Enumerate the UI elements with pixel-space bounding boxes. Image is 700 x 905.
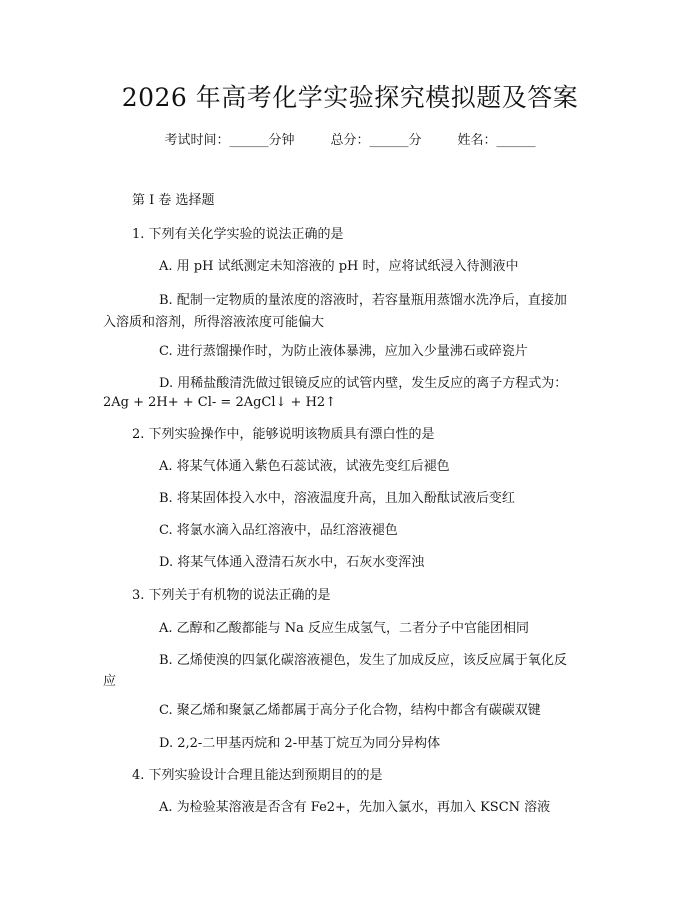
question-3-option-a: A. 乙醇和乙酸都能与 Na 反应生成氢气，二者分子中官能团相同 bbox=[159, 621, 530, 636]
question-1-option-d-equation: 2Ag + 2H+ + Cl- = 2AgCl↓ + H2↑ bbox=[103, 395, 337, 410]
question-3-option-c: C. 聚乙烯和聚氯乙烯都属于高分子化合物，结构中都含有碳碳双键 bbox=[159, 703, 541, 718]
question-4-stem: 4. 下列实验设计合理且能达到预期目的的是 bbox=[132, 768, 383, 783]
question-2-option-c: C. 将氯水滴入品红溶液中，品红溶液褪色 bbox=[159, 523, 398, 538]
question-1-option-d: D. 用稀盐酸清洗做过银镜反应的试管内壁，发生反应的离子方程式为： bbox=[159, 376, 568, 391]
student-name-field: 姓名：______ bbox=[457, 133, 536, 148]
question-1-option-c: C. 进行蒸馏操作时，为防止液体暴沸，应加入少量沸石或碎瓷片 bbox=[159, 344, 528, 359]
question-2-option-b: B. 将某固体投入水中，溶液温度升高，且加入酚酞试液后变红 bbox=[159, 491, 515, 506]
total-score-field: 总分：______分 bbox=[330, 133, 422, 148]
question-3-option-d: D. 2,2-二甲基丙烷和 2-甲基丁烷互为同分异构体 bbox=[159, 736, 441, 751]
exam-title: 2026 年高考化学实验探究模拟题及答案 bbox=[121, 83, 579, 112]
question-3-option-b: B. 乙烯使溴的四氯化碳溶液褪色，发生了加成反应，该反应属于氧化反 bbox=[159, 653, 567, 668]
question-3-stem: 3. 下列关于有机物的说法正确的是 bbox=[132, 588, 331, 603]
question-1-option-b-cont: 入溶质和溶剂，所得溶液浓度可能偏大 bbox=[103, 315, 325, 330]
question-1-option-a: A. 用 pH 试纸测定未知溶液的 pH 时，应将试纸浸入待测液中 bbox=[159, 259, 519, 274]
question-1-option-b: B. 配制一定物质的量浓度的溶液时，若容量瓶用蒸馏水洗净后，直接加 bbox=[159, 293, 567, 308]
question-3-option-b-cont: 应 bbox=[103, 674, 117, 689]
question-1-stem: 1. 下列有关化学实验的说法正确的是 bbox=[132, 227, 344, 242]
section-heading: 第 I 卷 选择题 bbox=[132, 193, 215, 208]
exam-time-field: 考试时间：______分钟 bbox=[164, 133, 295, 148]
question-4-option-a: A. 为检验某溶液是否含有 Fe2+，先加入氯水，再加入 KSCN 溶液 bbox=[159, 800, 551, 815]
question-2-option-d: D. 将某气体通入澄清石灰水中，石灰水变浑浊 bbox=[159, 555, 425, 570]
exam-meta bbox=[0, 132, 700, 150]
question-2-option-a: A. 将某气体通入紫色石蕊试液，试液先变红后褪色 bbox=[159, 459, 450, 474]
question-2-stem: 2. 下列实验操作中，能够说明该物质具有漂白性的是 bbox=[132, 427, 435, 442]
